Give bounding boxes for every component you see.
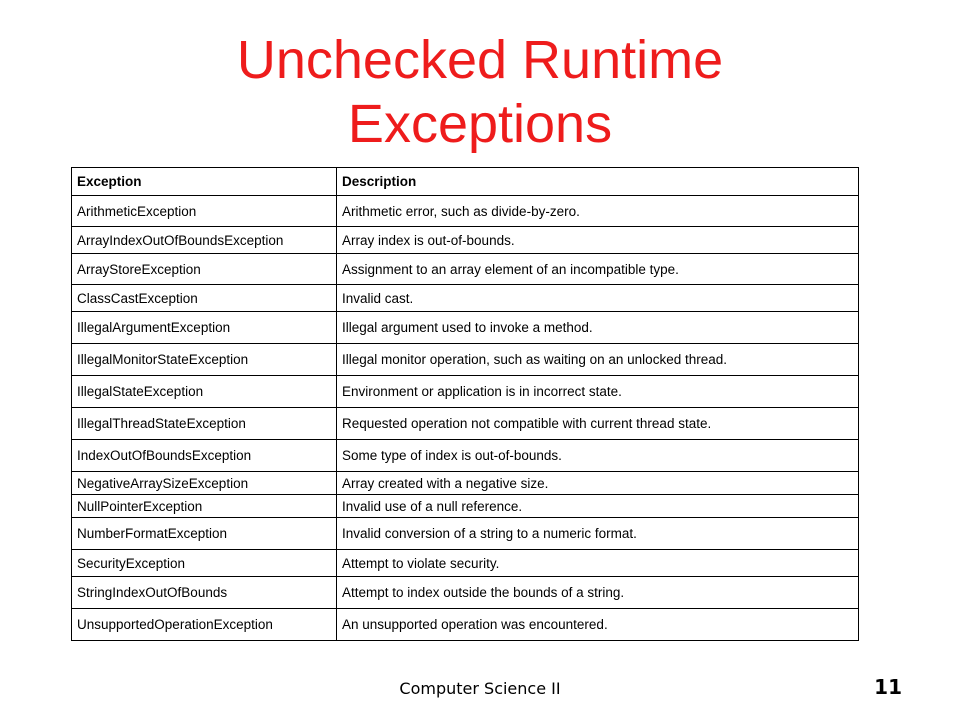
- table-row: [72, 254, 859, 285]
- exception-name-cell: UnsupportedOperationException: [72, 609, 337, 641]
- table-row: [72, 550, 859, 577]
- table-header-row: [72, 168, 859, 196]
- slide-page-number: 11: [874, 675, 902, 699]
- exception-name-cell: ArrayStoreException: [72, 254, 337, 285]
- table-row: [72, 344, 859, 376]
- exception-name-cell: ArrayIndexOutOfBoundsException: [72, 227, 337, 254]
- exception-description-cell: Illegal argument used to invoke a method.: [337, 312, 859, 344]
- exception-name-cell: SecurityException: [72, 550, 337, 577]
- exception-name-cell: ArithmeticException: [72, 196, 337, 227]
- exception-name-cell: IllegalThreadStateException: [72, 408, 337, 440]
- exception-name-cell: ClassCastException: [72, 285, 337, 312]
- exception-name-cell: IllegalMonitorStateException: [72, 344, 337, 376]
- table-row: [72, 408, 859, 440]
- slide-title: [0, 28, 960, 156]
- exception-name-cell: NumberFormatException: [72, 518, 337, 550]
- exception-description-cell: Attempt to violate security.: [337, 550, 859, 577]
- exception-description-cell: Environment or application is in incorrect state.: [337, 376, 859, 408]
- footer-course-title: Computer Science II: [399, 679, 561, 698]
- slide-title-line-1: Unchecked Runtime: [236, 30, 724, 90]
- exception-description-cell: Some type of index is out-of-bounds.: [337, 440, 859, 472]
- table-row: [72, 577, 859, 609]
- table-row: [72, 227, 859, 254]
- exception-description-cell: Array index is out-of-bounds.: [337, 227, 859, 254]
- table-row: [72, 440, 859, 472]
- table-row: [72, 609, 859, 641]
- exception-description-cell: Array created with a negative size.: [337, 472, 859, 495]
- exception-description-cell: Attempt to index outside the bounds of a string.: [337, 577, 859, 609]
- exception-name-cell: NegativeArraySizeException: [72, 472, 337, 495]
- exception-description-cell: Assignment to an array element of an incompatible type.: [337, 254, 859, 285]
- exception-description-cell: Illegal monitor operation, such as waiting on an unlocked thread.: [337, 344, 859, 376]
- table-row: [72, 285, 859, 312]
- exception-description-cell: Invalid cast.: [337, 285, 859, 312]
- table-row: [72, 518, 859, 550]
- table-row: [72, 472, 859, 495]
- exception-description-cell: Invalid use of a null reference.: [337, 495, 859, 518]
- slide-title-line-2: Exceptions: [347, 94, 613, 154]
- exception-description-cell: An unsupported operation was encountered.: [337, 609, 859, 641]
- exception-name-cell: IndexOutOfBoundsException: [72, 440, 337, 472]
- column-header-description: Description: [337, 168, 859, 196]
- exception-name-cell: StringIndexOutOfBounds: [72, 577, 337, 609]
- exception-name-cell: NullPointerException: [72, 495, 337, 518]
- exception-name-cell: IllegalArgumentException: [72, 312, 337, 344]
- exception-description-cell: Arithmetic error, such as divide-by-zero.: [337, 196, 859, 227]
- exceptions-table: [71, 167, 859, 641]
- table-row: [72, 376, 859, 408]
- table-row: [72, 495, 859, 518]
- table-row: [72, 312, 859, 344]
- column-header-exception: Exception: [72, 168, 337, 196]
- table-row: [72, 196, 859, 227]
- exception-description-cell: Requested operation not compatible with current thread state.: [337, 408, 859, 440]
- exception-name-cell: IllegalStateException: [72, 376, 337, 408]
- exception-description-cell: Invalid conversion of a string to a numeric format.: [337, 518, 859, 550]
